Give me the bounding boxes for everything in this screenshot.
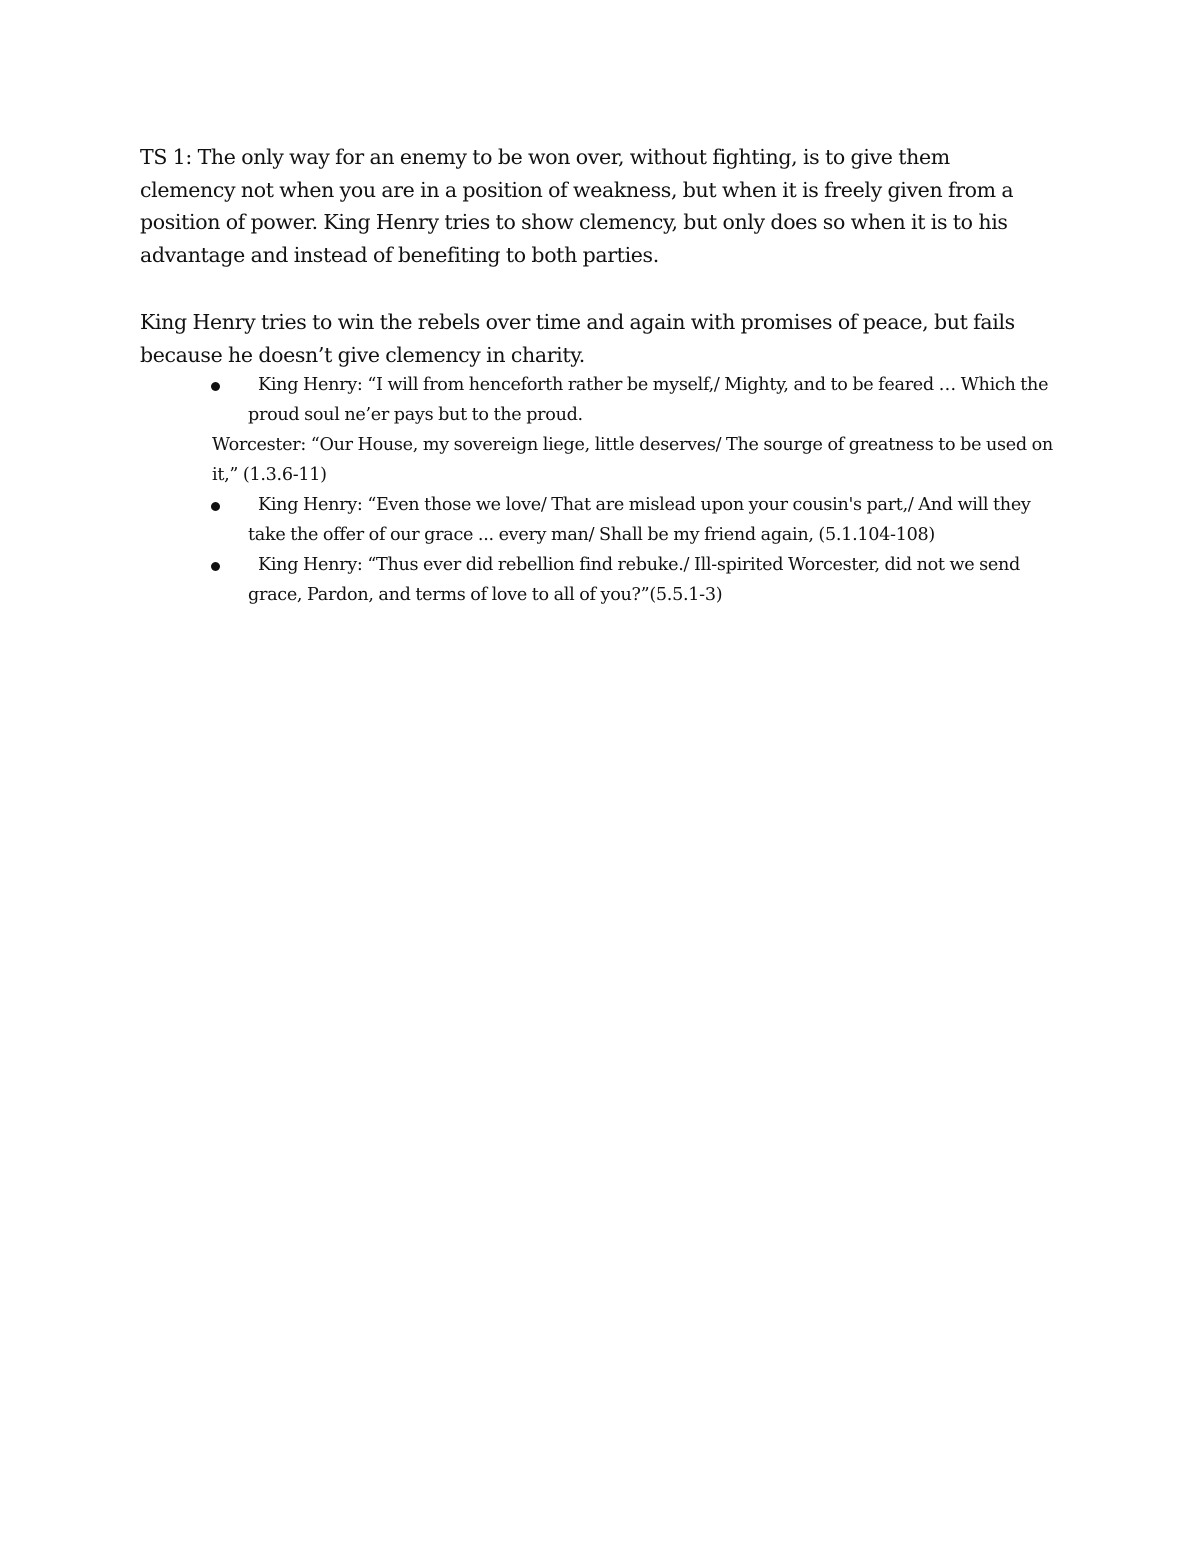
quote-text: King Henry: “I will from henceforth rather be myself,/ Mighty, and to be feared … Which the proud soul ne’er pays but to the proud.: [248, 375, 1049, 425]
bullet-icon: [211, 382, 220, 391]
quote-text: King Henry: “Even those we love/ That are mislead upon your cousin's part,/ And will they take the offer of our grace ... every man/ Shall be my friend again, (5.1.104-108): [248, 495, 1031, 545]
bullet-icon: [211, 562, 220, 571]
quote-text: King Henry: “Thus ever did rebellion find rebuke./ Ill-spirited Worcester, did not we send grace, Pardon, and terms of love to all of you?”(5.5.1-3): [248, 555, 1020, 605]
list-item: [0, 430, 1062, 490]
list-item: [0, 490, 1058, 550]
quote-list: [0, 370, 1200, 610]
quote-text: Worcester: “Our House, my sovereign liege, little deserves/ The sourge of greatness to be used on it,” (1.3.6-11): [212, 435, 1053, 485]
thesis-paragraph: TS 1: The only way for an enemy to be won over, without fighting, is to give them clemency not when you are in a position of weakness, but when it is freely given from a position of power. King Henry tries to show clemency, but only does so when it is to his advantage and instead of benefiting to both parties.: [140, 145, 1014, 267]
list-item: [0, 370, 1058, 430]
topic-paragraph: King Henry tries to win the rebels over time and again with promises of peace, but fails because he doesn’t give clemency in charity.: [140, 310, 1015, 367]
list-item: [0, 550, 1058, 610]
bullet-icon: [211, 502, 220, 511]
